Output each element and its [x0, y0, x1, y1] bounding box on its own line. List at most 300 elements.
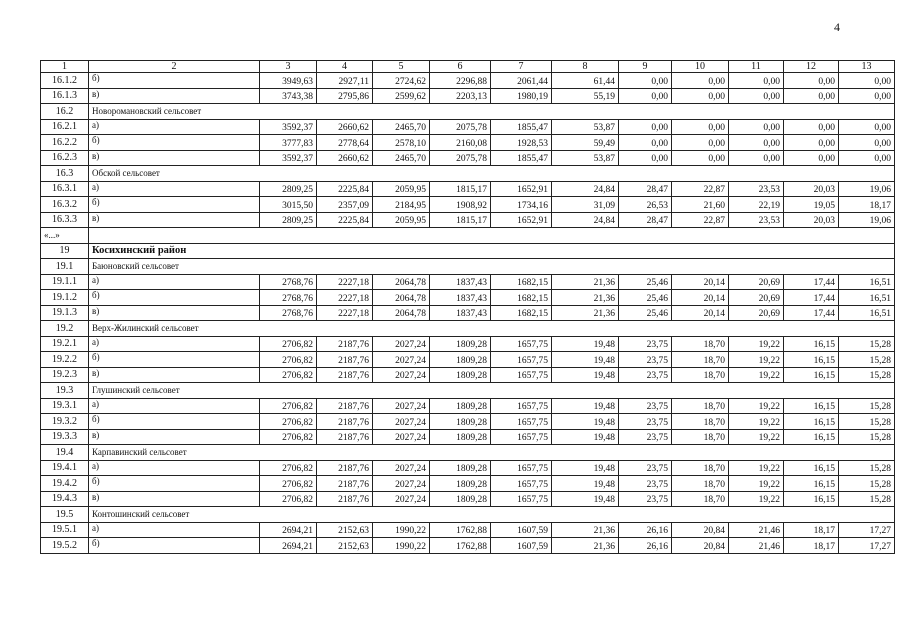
row-option-label: в)	[89, 212, 260, 228]
value-cell: 16,51	[839, 305, 895, 321]
row-code: 19.4.3	[41, 491, 89, 507]
value-cell: 19,48	[552, 460, 619, 476]
value-cell: 2795,86	[317, 88, 373, 104]
settlement-name: Контошинский сельсовет	[89, 507, 895, 523]
value-cell: 20,69	[729, 290, 784, 306]
row-option-label: в)	[89, 150, 260, 166]
value-cell: 2027,24	[373, 491, 430, 507]
page-number: 4	[834, 20, 840, 34]
value-cell: 1855,47	[491, 119, 552, 135]
value-cell: 3592,37	[260, 119, 317, 135]
row-option-label: б)	[89, 197, 260, 213]
column-header: 4	[317, 61, 373, 73]
value-cell: 2706,82	[260, 476, 317, 492]
row-option-label: б)	[89, 135, 260, 151]
settlement-heading-row	[41, 104, 895, 120]
value-cell: 15,28	[839, 476, 895, 492]
value-cell: 0,00	[784, 119, 839, 135]
value-cell: 2599,62	[373, 88, 430, 104]
value-cell: 22,87	[672, 181, 729, 197]
value-cell: 1809,28	[430, 367, 491, 383]
value-cell: 0,00	[672, 88, 729, 104]
value-cell: 16,15	[784, 491, 839, 507]
value-cell: 1657,75	[491, 398, 552, 414]
row-code: 16.1.2	[41, 73, 89, 89]
row-code: 19.2.1	[41, 336, 89, 352]
value-cell: 2061,44	[491, 73, 552, 89]
table-row	[41, 135, 895, 151]
value-cell: 1809,28	[430, 352, 491, 368]
column-header: 8	[552, 61, 619, 73]
column-number-header	[41, 61, 895, 73]
value-cell: 18,70	[672, 367, 729, 383]
value-cell: 17,44	[784, 305, 839, 321]
table-row	[41, 181, 895, 197]
table-row	[41, 336, 895, 352]
value-cell: 0,00	[784, 150, 839, 166]
value-cell: 26,16	[619, 522, 672, 538]
value-cell: 17,27	[839, 522, 895, 538]
value-cell: 3015,50	[260, 197, 317, 213]
column-header: 2	[89, 61, 260, 73]
value-cell: 15,28	[839, 460, 895, 476]
row-option-label: б)	[89, 352, 260, 368]
value-cell: 0,00	[839, 73, 895, 89]
value-cell: 1809,28	[430, 336, 491, 352]
value-cell: 1657,75	[491, 367, 552, 383]
value-cell: 19,22	[729, 336, 784, 352]
value-cell: 2064,78	[373, 290, 430, 306]
table-row	[41, 398, 895, 414]
tariff-table	[40, 60, 895, 554]
value-cell: 18,70	[672, 429, 729, 445]
settlement-heading-row	[41, 259, 895, 275]
value-cell: 16,15	[784, 352, 839, 368]
value-cell: 19,22	[729, 491, 784, 507]
table-row	[41, 197, 895, 213]
value-cell: 23,53	[729, 212, 784, 228]
value-cell: 1990,22	[373, 538, 430, 554]
value-cell: 20,84	[672, 522, 729, 538]
row-option-label: а)	[89, 274, 260, 290]
value-cell: 1815,17	[430, 212, 491, 228]
value-cell: 23,75	[619, 352, 672, 368]
value-cell: 1682,15	[491, 290, 552, 306]
settlement-heading-row	[41, 383, 895, 399]
value-cell: 2809,25	[260, 212, 317, 228]
value-cell: 0,00	[839, 150, 895, 166]
value-cell: 18,70	[672, 414, 729, 430]
value-cell: 2465,70	[373, 119, 430, 135]
value-cell: 25,46	[619, 274, 672, 290]
value-cell: 2027,24	[373, 476, 430, 492]
value-cell: 19,48	[552, 491, 619, 507]
district-heading-row	[41, 243, 895, 259]
value-cell: 16,15	[784, 367, 839, 383]
value-cell: 23,75	[619, 367, 672, 383]
settlement-heading-row	[41, 445, 895, 461]
value-cell: 15,28	[839, 429, 895, 445]
row-option-label: а)	[89, 119, 260, 135]
value-cell: 18,70	[672, 336, 729, 352]
value-cell: 1837,43	[430, 290, 491, 306]
value-cell: 21,36	[552, 522, 619, 538]
value-cell: 20,14	[672, 305, 729, 321]
value-cell: 3743,38	[260, 88, 317, 104]
value-cell: 2809,25	[260, 181, 317, 197]
row-option-label: б)	[89, 414, 260, 430]
settlement-heading-row	[41, 321, 895, 337]
value-cell: 19,22	[729, 367, 784, 383]
value-cell: 18,70	[672, 460, 729, 476]
value-cell: 1652,91	[491, 212, 552, 228]
value-cell: 0,00	[619, 88, 672, 104]
value-cell: 26,16	[619, 538, 672, 554]
value-cell: 1837,43	[430, 274, 491, 290]
value-cell: 1809,28	[430, 398, 491, 414]
value-cell: 0,00	[729, 73, 784, 89]
value-cell: 0,00	[839, 88, 895, 104]
value-cell: 16,15	[784, 476, 839, 492]
value-cell: 0,00	[619, 150, 672, 166]
settlement-name: Новоромановский сельсовет	[89, 104, 895, 120]
value-cell: 26,53	[619, 197, 672, 213]
value-cell: 19,48	[552, 352, 619, 368]
value-cell: 1657,75	[491, 414, 552, 430]
row-code: 19.3.2	[41, 414, 89, 430]
row-option-label: б)	[89, 290, 260, 306]
settlement-name: Верх-Жилинский сельсовет	[89, 321, 895, 337]
value-cell: 0,00	[619, 73, 672, 89]
value-cell: 18,70	[672, 476, 729, 492]
value-cell: 16,15	[784, 398, 839, 414]
table-row	[41, 352, 895, 368]
value-cell: 55,19	[552, 88, 619, 104]
value-cell: 1652,91	[491, 181, 552, 197]
value-cell: 1855,47	[491, 150, 552, 166]
value-cell: 23,75	[619, 414, 672, 430]
value-cell: 2724,62	[373, 73, 430, 89]
value-cell: 19,48	[552, 367, 619, 383]
row-option-label: в)	[89, 429, 260, 445]
value-cell: 0,00	[784, 135, 839, 151]
value-cell: 15,28	[839, 336, 895, 352]
value-cell: 23,75	[619, 398, 672, 414]
value-cell: 2778,64	[317, 135, 373, 151]
value-cell: 16,15	[784, 414, 839, 430]
value-cell: 21,36	[552, 290, 619, 306]
value-cell: 0,00	[672, 73, 729, 89]
value-cell: 2203,13	[430, 88, 491, 104]
row-code: 19.3	[41, 383, 89, 399]
value-cell: 2706,82	[260, 352, 317, 368]
row-code: 19.4.2	[41, 476, 89, 492]
row-code: 19.4	[41, 445, 89, 461]
value-cell: 16,15	[784, 460, 839, 476]
value-cell: 2187,76	[317, 429, 373, 445]
value-cell: 2187,76	[317, 491, 373, 507]
row-option-label: в)	[89, 88, 260, 104]
value-cell: 23,53	[729, 181, 784, 197]
value-cell: 19,06	[839, 212, 895, 228]
row-option-label: б)	[89, 538, 260, 554]
value-cell: 19,22	[729, 414, 784, 430]
value-cell: 21,36	[552, 274, 619, 290]
value-cell: 17,44	[784, 274, 839, 290]
value-cell: 15,28	[839, 398, 895, 414]
value-cell: 2064,78	[373, 274, 430, 290]
table-row	[41, 414, 895, 430]
value-cell: 20,84	[672, 538, 729, 554]
value-cell: 1682,15	[491, 274, 552, 290]
row-option-label: в)	[89, 491, 260, 507]
value-cell: 15,28	[839, 352, 895, 368]
value-cell: 1809,28	[430, 491, 491, 507]
value-cell: 0,00	[839, 119, 895, 135]
value-cell: 23,75	[619, 336, 672, 352]
table-row	[41, 305, 895, 321]
value-cell: 22,19	[729, 197, 784, 213]
value-cell: 61,44	[552, 73, 619, 89]
value-cell: 2706,82	[260, 367, 317, 383]
value-cell: 0,00	[619, 135, 672, 151]
settlement-name: Карпавинский сельсовет	[89, 445, 895, 461]
value-cell: 2064,78	[373, 305, 430, 321]
value-cell: 19,05	[784, 197, 839, 213]
value-cell: 2027,24	[373, 414, 430, 430]
value-cell: 20,03	[784, 181, 839, 197]
value-cell: 2075,78	[430, 119, 491, 135]
table-row	[41, 119, 895, 135]
value-cell: 15,28	[839, 367, 895, 383]
value-cell: 28,47	[619, 212, 672, 228]
value-cell: 1908,92	[430, 197, 491, 213]
value-cell: 3777,83	[260, 135, 317, 151]
value-cell: 2187,76	[317, 476, 373, 492]
value-cell: 2227,18	[317, 274, 373, 290]
value-cell: 16,15	[784, 429, 839, 445]
table-row	[41, 88, 895, 104]
settlement-name: Обской сельсовет	[89, 166, 895, 182]
value-cell: 18,17	[784, 538, 839, 554]
value-cell: 0,00	[784, 88, 839, 104]
value-cell: 15,28	[839, 491, 895, 507]
column-header: 12	[784, 61, 839, 73]
value-cell: 19,48	[552, 336, 619, 352]
row-option-label: а)	[89, 181, 260, 197]
value-cell: 19,06	[839, 181, 895, 197]
value-cell: 0,00	[839, 135, 895, 151]
table-row	[41, 212, 895, 228]
settlement-heading-row	[41, 507, 895, 523]
value-cell: 2027,24	[373, 460, 430, 476]
value-cell: 21,36	[552, 305, 619, 321]
value-cell: 2227,18	[317, 305, 373, 321]
value-cell: 1809,28	[430, 476, 491, 492]
row-code: 19.5	[41, 507, 89, 523]
value-cell: 2357,09	[317, 197, 373, 213]
value-cell: 2660,62	[317, 119, 373, 135]
column-header: 5	[373, 61, 430, 73]
value-cell: 21,60	[672, 197, 729, 213]
row-option-label: а)	[89, 522, 260, 538]
value-cell: 0,00	[729, 150, 784, 166]
value-cell: 21,36	[552, 538, 619, 554]
value-cell: 18,17	[839, 197, 895, 213]
column-header: 6	[430, 61, 491, 73]
value-cell: 1815,17	[430, 181, 491, 197]
value-cell: 2027,24	[373, 336, 430, 352]
row-code: 19.5.1	[41, 522, 89, 538]
value-cell: 2160,08	[430, 135, 491, 151]
value-cell: 1809,28	[430, 429, 491, 445]
column-header: 1	[41, 61, 89, 73]
row-code: 19	[41, 243, 89, 259]
value-cell: 2027,24	[373, 367, 430, 383]
value-cell: 2768,76	[260, 290, 317, 306]
value-cell: 19,22	[729, 476, 784, 492]
value-cell: 1607,59	[491, 538, 552, 554]
table-row	[41, 460, 895, 476]
row-code: 19.1	[41, 259, 89, 275]
value-cell: 2059,95	[373, 181, 430, 197]
value-cell: 0,00	[672, 150, 729, 166]
value-cell: 1809,28	[430, 460, 491, 476]
value-cell: 2768,76	[260, 274, 317, 290]
row-option-label: в)	[89, 305, 260, 321]
table-row	[41, 429, 895, 445]
value-cell: 19,48	[552, 429, 619, 445]
value-cell: 2927,11	[317, 73, 373, 89]
value-cell: 18,70	[672, 398, 729, 414]
value-cell: 2706,82	[260, 336, 317, 352]
row-option-label: а)	[89, 460, 260, 476]
value-cell: 2225,84	[317, 212, 373, 228]
row-option-label: б)	[89, 476, 260, 492]
settlement-name: Баюновский сельсовет	[89, 259, 895, 275]
empty-cell	[89, 228, 895, 244]
value-cell: 2027,24	[373, 352, 430, 368]
value-cell: 1990,22	[373, 522, 430, 538]
value-cell: 20,03	[784, 212, 839, 228]
value-cell: 1928,53	[491, 135, 552, 151]
value-cell: 23,75	[619, 491, 672, 507]
value-cell: 2660,62	[317, 150, 373, 166]
omission-row	[41, 228, 895, 244]
value-cell: 23,75	[619, 429, 672, 445]
value-cell: 20,69	[729, 274, 784, 290]
column-header: 3	[260, 61, 317, 73]
value-cell: 2187,76	[317, 336, 373, 352]
value-cell: 2227,18	[317, 290, 373, 306]
value-cell: 2578,10	[373, 135, 430, 151]
value-cell: 2768,76	[260, 305, 317, 321]
column-header: 13	[839, 61, 895, 73]
value-cell: 53,87	[552, 150, 619, 166]
value-cell: 2027,24	[373, 429, 430, 445]
table-row	[41, 476, 895, 492]
row-code: 16.3.1	[41, 181, 89, 197]
value-cell: 3592,37	[260, 150, 317, 166]
value-cell: 2706,82	[260, 414, 317, 430]
value-cell: 2706,82	[260, 398, 317, 414]
table-row	[41, 367, 895, 383]
column-header: 7	[491, 61, 552, 73]
value-cell: 19,48	[552, 476, 619, 492]
value-cell: 59,49	[552, 135, 619, 151]
row-code: 16.2.2	[41, 135, 89, 151]
value-cell: 22,87	[672, 212, 729, 228]
table-row	[41, 522, 895, 538]
value-cell: 21,46	[729, 538, 784, 554]
row-code: 16.3.2	[41, 197, 89, 213]
value-cell: 2187,76	[317, 414, 373, 430]
row-code: 19.1.2	[41, 290, 89, 306]
value-cell: 1607,59	[491, 522, 552, 538]
row-code: 16.2.3	[41, 150, 89, 166]
value-cell: 24,84	[552, 181, 619, 197]
value-cell: 1980,19	[491, 88, 552, 104]
row-code: 16.3	[41, 166, 89, 182]
value-cell: 15,28	[839, 414, 895, 430]
settlement-name: Глушинский сельсовет	[89, 383, 895, 399]
omission-mark: «...»	[41, 228, 89, 244]
value-cell: 28,47	[619, 181, 672, 197]
table-row	[41, 538, 895, 554]
value-cell: 19,22	[729, 398, 784, 414]
row-option-label: а)	[89, 336, 260, 352]
row-code: 19.1.3	[41, 305, 89, 321]
value-cell: 2706,82	[260, 460, 317, 476]
value-cell: 0,00	[784, 73, 839, 89]
value-cell: 19,22	[729, 460, 784, 476]
value-cell: 2296,88	[430, 73, 491, 89]
value-cell: 2187,76	[317, 460, 373, 476]
value-cell: 18,70	[672, 491, 729, 507]
value-cell: 2694,21	[260, 538, 317, 554]
value-cell: 1809,28	[430, 414, 491, 430]
row-code: 19.1.1	[41, 274, 89, 290]
settlement-heading-row	[41, 166, 895, 182]
value-cell: 21,46	[729, 522, 784, 538]
value-cell: 2059,95	[373, 212, 430, 228]
value-cell: 0,00	[729, 135, 784, 151]
value-cell: 23,75	[619, 460, 672, 476]
column-header: 10	[672, 61, 729, 73]
row-code: 19.2	[41, 321, 89, 337]
table-row	[41, 73, 895, 89]
table-row	[41, 150, 895, 166]
value-cell: 1657,75	[491, 491, 552, 507]
value-cell: 2187,76	[317, 367, 373, 383]
value-cell: 16,51	[839, 290, 895, 306]
value-cell: 20,14	[672, 274, 729, 290]
value-cell: 16,51	[839, 274, 895, 290]
value-cell: 1657,75	[491, 352, 552, 368]
row-option-label: в)	[89, 367, 260, 383]
value-cell: 1762,88	[430, 522, 491, 538]
value-cell: 17,27	[839, 538, 895, 554]
column-header: 11	[729, 61, 784, 73]
value-cell: 1657,75	[491, 476, 552, 492]
value-cell: 18,17	[784, 522, 839, 538]
table-row	[41, 290, 895, 306]
value-cell: 0,00	[672, 135, 729, 151]
value-cell: 25,46	[619, 305, 672, 321]
value-cell: 0,00	[672, 119, 729, 135]
value-cell: 2184,95	[373, 197, 430, 213]
value-cell: 2152,63	[317, 538, 373, 554]
